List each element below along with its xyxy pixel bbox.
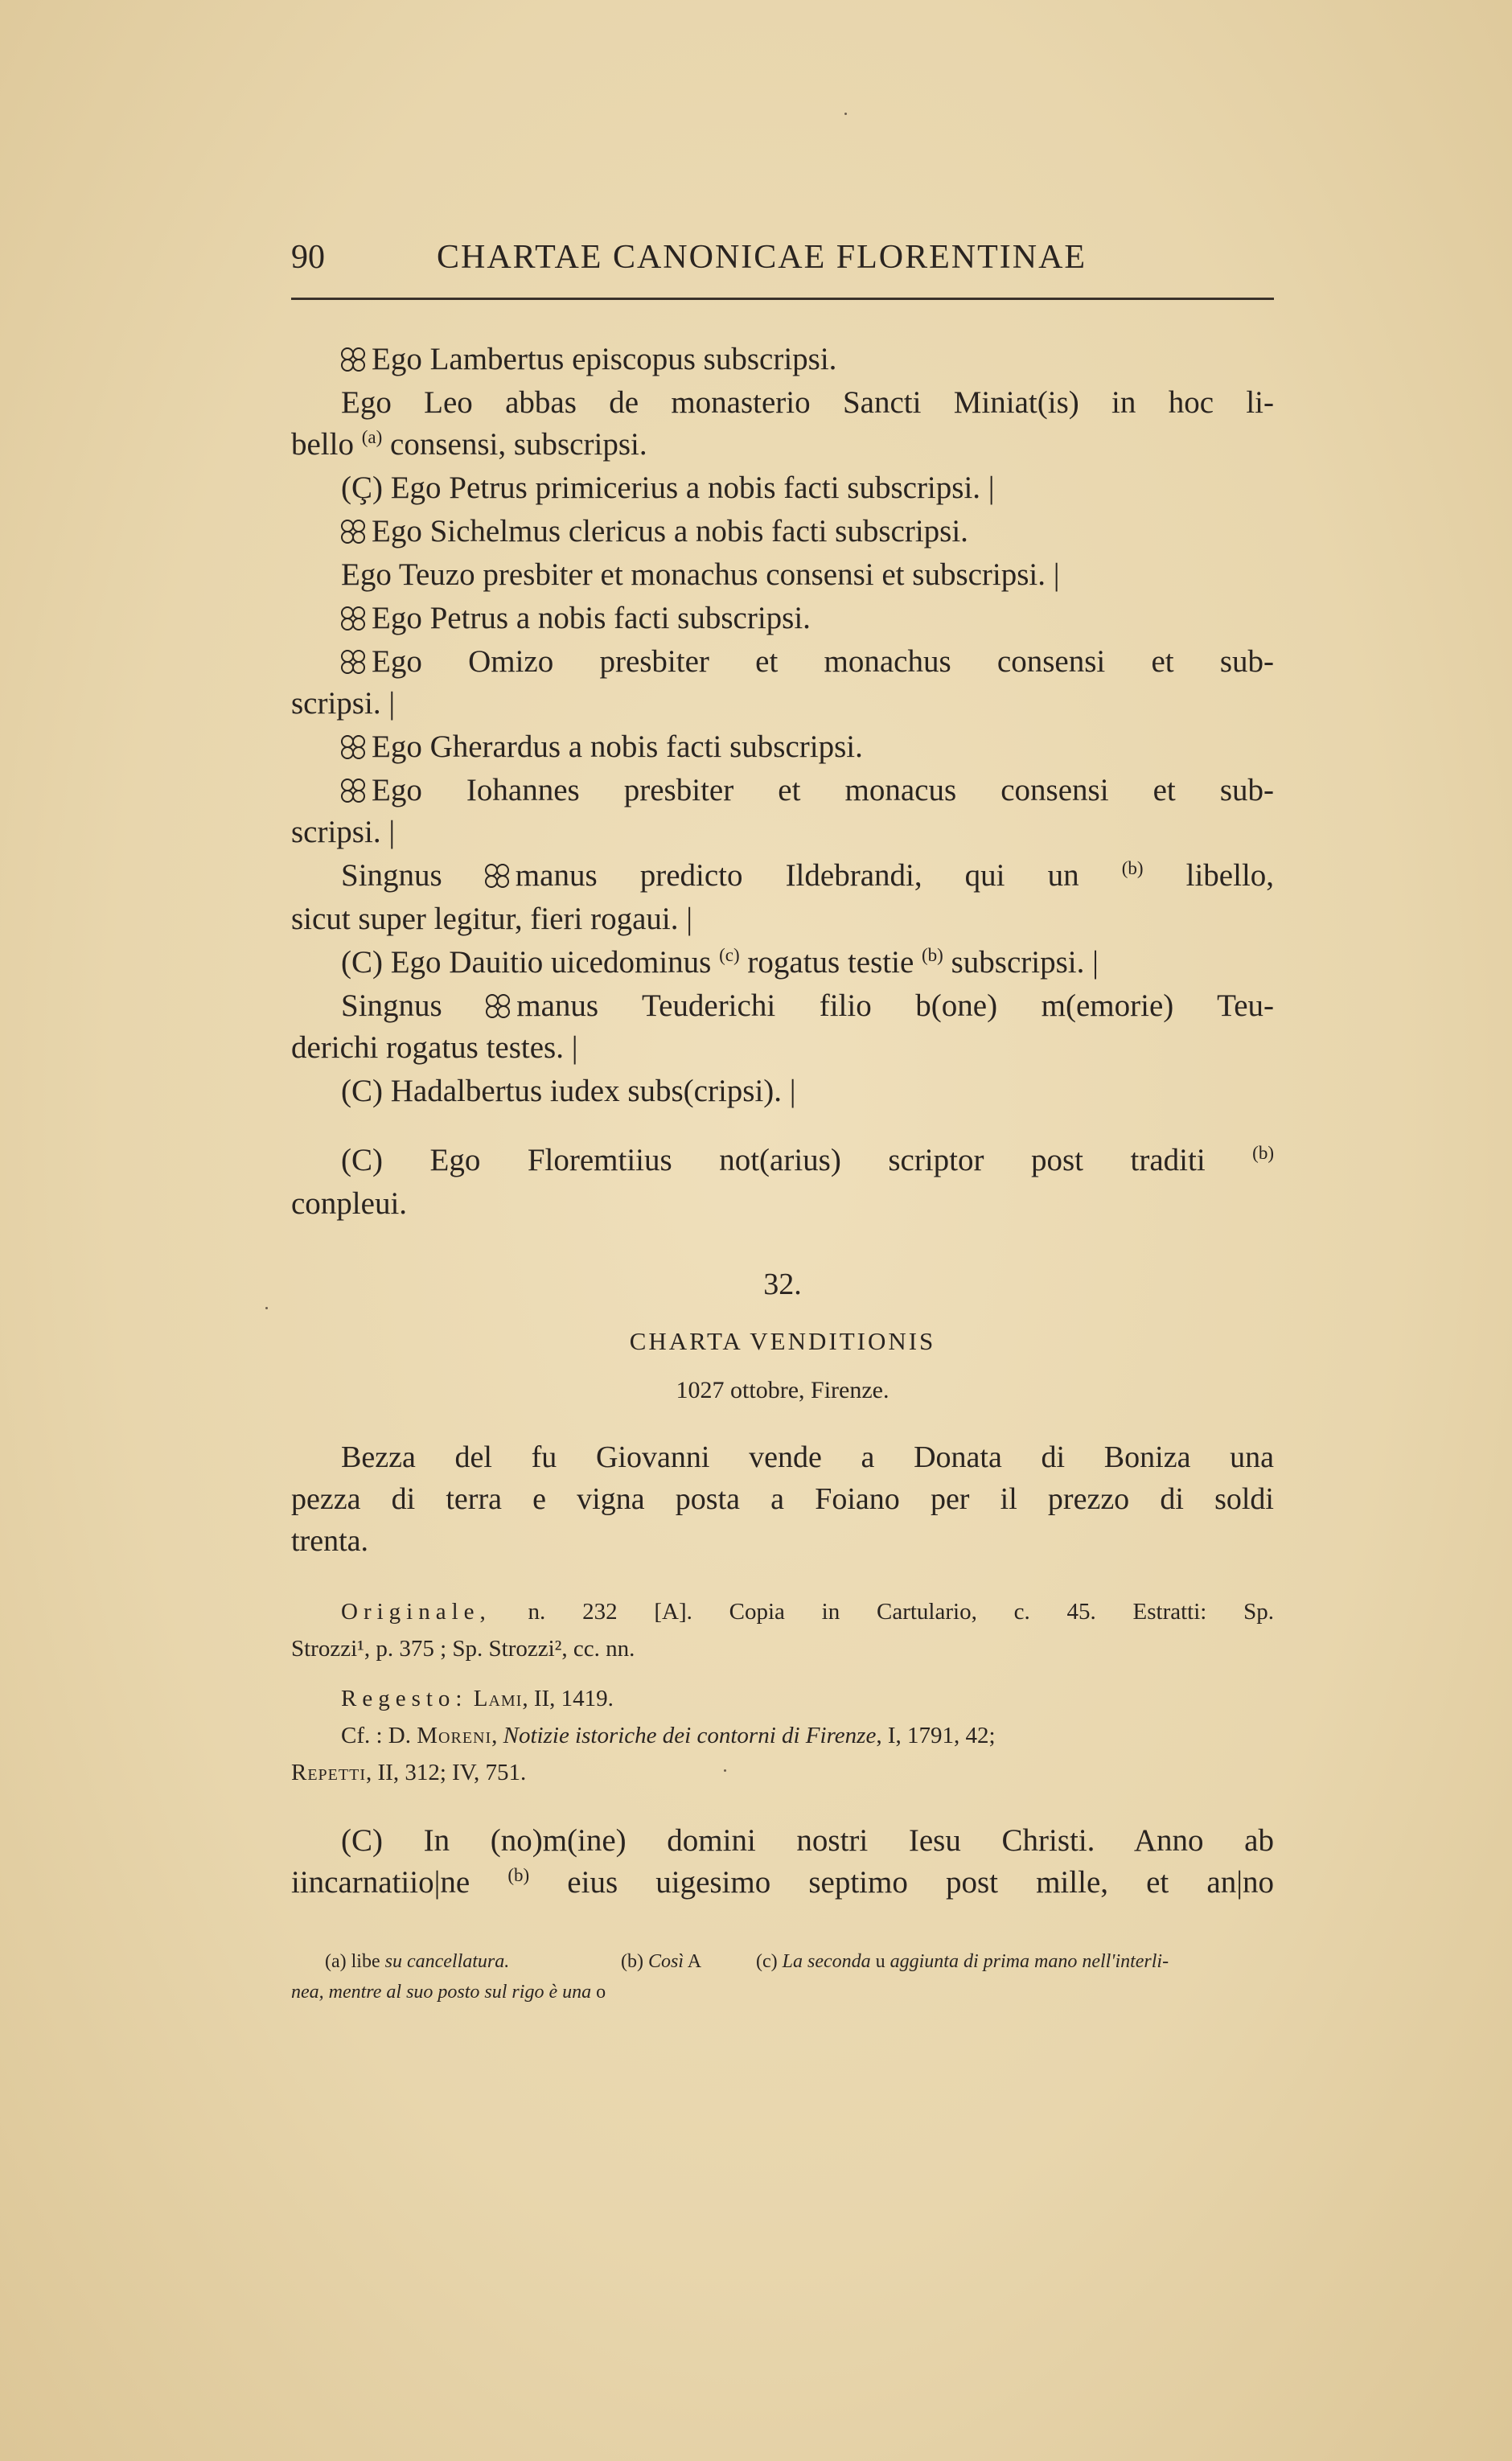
footnote-ref: (b) bbox=[1121, 858, 1144, 878]
page-number: 90 bbox=[291, 239, 325, 276]
paper-speck bbox=[265, 1307, 268, 1309]
section-number: 32. bbox=[763, 1267, 802, 1301]
cross-sign-icon bbox=[341, 520, 365, 544]
subscription-line: Singnus manus predicto Ildebrandi, qui un $^{(b)}$ libello, bbox=[341, 858, 1275, 893]
charter-text-line: iincarnatiio|ne $^{(b)}$ eius uigesimo septimo post mille, et an|no bbox=[291, 1865, 1274, 1900]
summary-line: Bezza del fu Giovanni vende a Donata di Boniza una bbox=[341, 1440, 1274, 1474]
sources-line: Originale, n. 232 [A]. Copia in Cartulario, c. 45. Estratti: Sp. bbox=[341, 1599, 1274, 1625]
cross-sign-icon bbox=[341, 347, 365, 372]
footnote-ref: (b) bbox=[1252, 1143, 1274, 1163]
footnote-ref: (b) bbox=[507, 1865, 530, 1885]
subscription-line: Ego Petrus a nobis facti subscripsi. bbox=[341, 600, 811, 636]
subscription-line: Ego Leo abbas de monasterio Sancti Miniat(is) in hoc li- bbox=[341, 385, 1274, 420]
footnote-ref: (b) bbox=[922, 945, 943, 965]
cross-sign-icon bbox=[341, 779, 365, 803]
subscription-line: Ego Gherardus a nobis facti subscripsi. bbox=[341, 729, 863, 765]
charter-text-line: (C) In (no)m(ine) domini nostri Iesu Christi. Anno ab bbox=[341, 1823, 1274, 1858]
subscription-line: Ego Sichelmus clericus a nobis facti subscripsi. bbox=[341, 513, 968, 549]
footnote-c: (c) La seconda u aggiunta di prima mano nell'interli- bbox=[756, 1951, 1169, 1972]
cf-line: Repetti, II, 312; IV, 751. bbox=[291, 1760, 527, 1785]
subscription-line: Ego Teuzo presbiter et monachus consensi et subscripsi. | bbox=[341, 557, 1060, 592]
paper-speck bbox=[724, 1769, 726, 1772]
paper-speck bbox=[844, 113, 847, 115]
subscription-line: conpleui. bbox=[291, 1186, 408, 1221]
cf-line: Cf. : D. Moreni, Notizie istoriche dei contorni di Firenze, I, 1791, 42; bbox=[341, 1723, 996, 1748]
subscription-line: (C) Hadalbertus iudex subs(cripsi). | bbox=[341, 1074, 796, 1108]
summary-line: trenta. bbox=[291, 1524, 369, 1558]
subscription-line: Ego Iohannes presbiter et monacus consensi et sub- bbox=[341, 772, 1274, 808]
cross-sign-icon bbox=[341, 606, 365, 631]
sources-line: Strozzi¹, p. 375 ; Sp. Strozzi², cc. nn. bbox=[291, 1636, 635, 1662]
subscription-line: (C) Ego Floremtiius not(arius) scriptor post traditi $^{(b)}$ bbox=[341, 1143, 1274, 1177]
subscription-line: derichi rogatus testes. | bbox=[291, 1030, 578, 1065]
subscription-line: Ego Omizo presbiter et monachus consensi et sub- bbox=[341, 643, 1274, 680]
footnote-b: (b) Così A bbox=[621, 1951, 702, 1972]
summary-line: pezza di terra e vigna posta a Foiano per il prezzo di soldi bbox=[291, 1482, 1274, 1516]
subscription-line: scripsi. | bbox=[291, 686, 396, 721]
subscription-line: (C) Ego Dauitio uicedominus $^{(c)}$ rogatus testie $^{(b)}$ subscripsi. | bbox=[341, 945, 1099, 980]
cross-sign-icon bbox=[341, 650, 365, 674]
subscription-line: sicut super legitur, fieri rogaui. | bbox=[291, 902, 693, 936]
cross-sign-icon bbox=[341, 735, 365, 759]
subscription-line: (Ç) Ego Petrus primicerius a nobis facti subscripsi. | bbox=[341, 470, 995, 505]
subscription-line: bello $^{(a)}$ consensi, subscripsi. bbox=[291, 427, 647, 462]
header-rule bbox=[291, 298, 1274, 300]
footnote-a: (a) libe su cancellatura. bbox=[325, 1951, 510, 1972]
cross-sign-icon bbox=[485, 864, 509, 888]
footnote-ref: (c) bbox=[719, 945, 740, 965]
subscription-line: Ego Lambertus episcopus subscripsi. bbox=[341, 341, 836, 377]
footnote-ref: (a) bbox=[361, 427, 383, 447]
section-date: 1027 ottobre, Firenze. bbox=[676, 1377, 890, 1403]
section-title: CHARTA VENDITIONIS bbox=[629, 1327, 936, 1355]
subscription-line: Singnus manus Teuderichi filio b(one) m(emorie) Teu- bbox=[341, 988, 1274, 1023]
regesto-line: Regesto: Lami, II, 1419. bbox=[341, 1686, 614, 1711]
cross-sign-icon bbox=[486, 994, 510, 1018]
footnote-c-continued: nea, mentre al suo posto sul rigo è una o bbox=[291, 1982, 606, 2003]
running-title: CHARTAE CANONICAE FLORENTINAE bbox=[437, 239, 1087, 276]
subscription-line: scripsi. | bbox=[291, 815, 396, 849]
